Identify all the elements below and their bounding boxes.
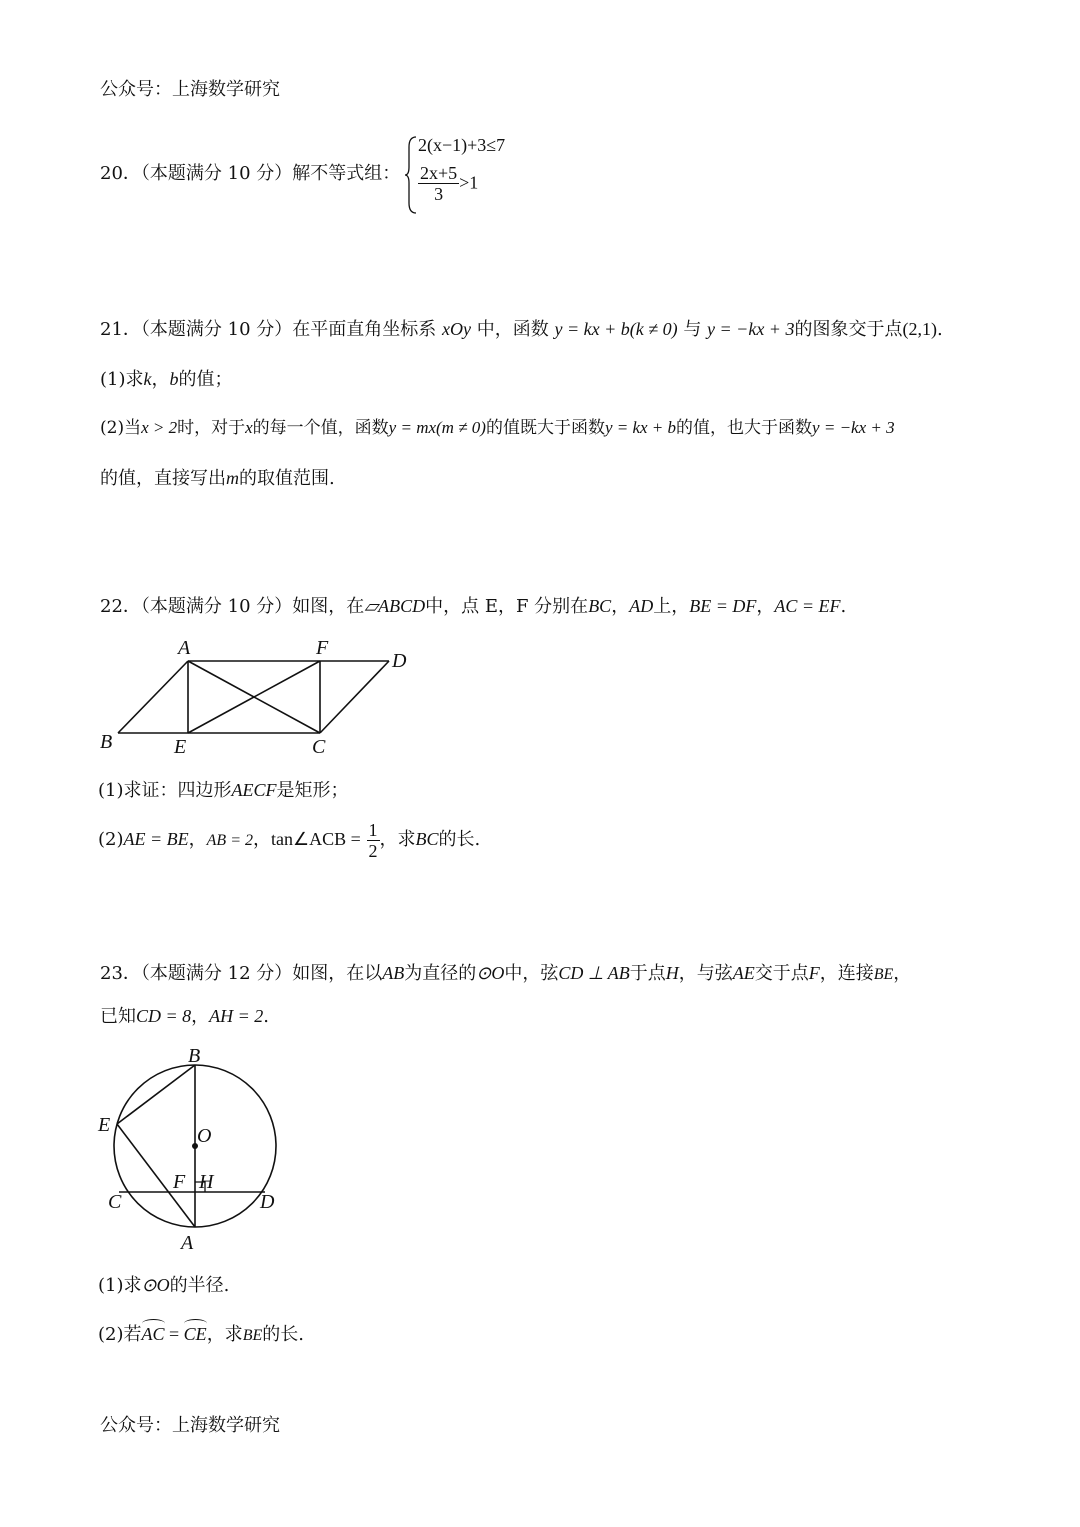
q22-p2-denominator: 2 xyxy=(368,840,378,861)
q22-part1 xyxy=(98,778,349,803)
q23-p1-circle: ⊙O xyxy=(141,1275,170,1295)
q22-p1-a: (1)求证：四边形 xyxy=(98,780,232,801)
q20-ineq2-numerator: 2x+5 xyxy=(420,163,458,183)
q22-p2-c: ， xyxy=(252,829,271,850)
q22-p2-numerator: 1 xyxy=(368,819,378,840)
q23-segment-BE xyxy=(117,1065,195,1124)
q21-stem-c: 与 xyxy=(683,319,702,340)
q22-part2 xyxy=(98,817,480,863)
q22-label-B: B xyxy=(100,731,113,753)
q23-stem-f: 交于点 xyxy=(754,963,809,984)
q23-stem-ab: AB xyxy=(382,963,405,983)
q22-stem-b: 中，点 E，F 分别在 xyxy=(425,596,589,617)
q21-part1 xyxy=(100,367,233,392)
q23-p1-a: (1)求 xyxy=(98,1275,142,1296)
q22-stem-bc: BC xyxy=(588,596,612,616)
q21-p2-e: 的值，也大于函数 xyxy=(676,418,813,438)
q23-p2-b: ，求 xyxy=(206,1324,243,1345)
q23-label-D: D xyxy=(260,1191,275,1213)
q20-ineq2-rhs: >1 xyxy=(459,172,479,193)
q21-p2-d: 的值既大于函数 xyxy=(485,418,605,438)
q23-p2-eq: = xyxy=(164,1324,184,1344)
q21-p1-b: ， xyxy=(151,369,170,390)
q22-p2-bc: BC xyxy=(415,829,439,849)
q23-stem-circle: ⊙O xyxy=(476,963,505,983)
q23-part1 xyxy=(98,1273,229,1298)
q22-p2-tan: tan∠ACB = xyxy=(270,829,361,849)
q22-stem-d: 上， xyxy=(653,596,690,617)
q23-line2-a: 已知 xyxy=(100,1006,136,1027)
q20-ineq2-fraction xyxy=(418,163,459,204)
q23-label-C: C xyxy=(108,1191,122,1213)
q22-p2-fraction xyxy=(367,820,380,861)
q22-stem-eq1: BE = DF xyxy=(689,596,757,616)
q22-p2-eq1: AE = BE xyxy=(123,829,189,849)
q21-p1-bvar: b xyxy=(169,369,179,389)
q22-label-E: E xyxy=(174,736,187,758)
brace-icon xyxy=(404,135,418,215)
q23-p2-be: BE xyxy=(242,1327,263,1344)
q23-p2-arc-AC: AC xyxy=(141,1324,165,1344)
q22-p2-b: ， xyxy=(188,829,207,850)
q21-p2-c: 的每一个值，函数 xyxy=(252,418,389,438)
q23-circle-figure xyxy=(90,1040,300,1260)
q22-stem-c: ， xyxy=(611,596,630,617)
q23-stem-h: H xyxy=(665,963,679,983)
q23-label-A: A xyxy=(181,1232,194,1254)
q22-stem-e: ， xyxy=(756,596,775,617)
q21-stem xyxy=(100,317,943,342)
q21-stem-var: xOy xyxy=(442,319,471,339)
q22-label-C: C xyxy=(312,736,326,758)
q21-stem-d: 的图象交于点 xyxy=(794,319,903,340)
page-header: 公众号：上海数学研究 xyxy=(100,79,280,100)
q21-p2-b: 时，对于 xyxy=(177,418,246,438)
q23-stem xyxy=(100,961,911,987)
q23-label-O: O xyxy=(197,1125,212,1147)
q23-label-E: E xyxy=(98,1114,111,1136)
q22-stem xyxy=(100,594,846,619)
q21-part2 xyxy=(100,416,895,440)
q22-p2-eq2: AB = 2 xyxy=(206,832,253,849)
q22-stem-a: 22．（本题满分 10 分）如图，在 xyxy=(100,596,365,617)
q23-p1-b: 的半径. xyxy=(169,1275,230,1296)
q23-stem-ae: AE xyxy=(732,963,755,983)
q22-segment-CD xyxy=(320,661,389,733)
q21-p2-f: y = mx(m ≠ 0) xyxy=(388,418,486,437)
q20-ineq2-denominator: 3 xyxy=(434,184,444,204)
q21-p2-f2: y = −kx + 3 xyxy=(812,418,895,437)
q21-p2-line2-a: 的值，直接写出 xyxy=(100,468,226,489)
q23-label-H: H xyxy=(199,1171,214,1193)
q21-stem-a: 21．（本题满分 10 分）在平面直角坐标系 xyxy=(100,319,437,340)
q22-label-F: F xyxy=(316,637,329,659)
q22-label-A: A xyxy=(178,637,191,659)
q21-p2-cond: x > 2 xyxy=(141,418,178,437)
q23-stem-be: BE xyxy=(873,966,894,983)
q23-stem-e: ，与弦 xyxy=(678,963,733,984)
q21-stem-f1: y = kx + b(k ≠ 0) xyxy=(554,319,678,339)
q22-stem-f: . xyxy=(840,596,847,617)
q21-p1-c: 的值； xyxy=(178,369,233,390)
page-footer: 公众号：上海数学研究 xyxy=(100,1415,280,1436)
q21-p1-a: (1)求 xyxy=(100,369,144,390)
q23-line2-c: . xyxy=(263,1006,270,1027)
q22-p2-e: 的长. xyxy=(438,829,481,850)
q22-stem-para: ▱ABCD xyxy=(364,596,426,616)
q21-part2-line2 xyxy=(100,466,335,491)
q23-stem-g: ，连接 xyxy=(819,963,874,984)
q20-ineq2 xyxy=(418,163,478,204)
q21-p2-a: (2)当 xyxy=(100,418,142,438)
q23-label-F: F xyxy=(173,1171,186,1193)
q23-p2-a: (2)若 xyxy=(98,1324,142,1345)
q23-line2-b: ， xyxy=(191,1006,210,1027)
q23-line2-cd: CD = 8 xyxy=(136,1006,192,1026)
q22-parallelogram-figure xyxy=(90,630,430,760)
q23-line2 xyxy=(100,1004,269,1029)
q23-stem-h2: ， xyxy=(893,963,912,984)
q20-ineq1: 2(x−1)+3≤7 xyxy=(418,135,506,155)
q23-stem-d: 于点 xyxy=(629,963,666,984)
q22-stem-eq2: AC = EF xyxy=(774,596,841,616)
q23-p2-arc-CE: CE xyxy=(183,1324,207,1344)
q21-stem-b: 中，函数 xyxy=(476,319,549,340)
q21-stem-point: (2,1) xyxy=(902,319,937,339)
q23-stem-c: 中，弦 xyxy=(504,963,559,984)
q22-segment-AB xyxy=(118,661,188,733)
q21-p2-x: x xyxy=(245,418,253,437)
q21-stem-f2: y = −kx + 3 xyxy=(707,319,795,339)
q22-p1-shape: AECF xyxy=(231,780,277,800)
q23-p2-c: 的长. xyxy=(262,1324,304,1345)
q22-stem-ad: AD xyxy=(629,596,654,616)
q23-stem-b: 为直径的 xyxy=(404,963,477,984)
q21-p1-k: k xyxy=(143,369,152,389)
q23-label-B: B xyxy=(188,1045,201,1067)
q23-stem-fpt: F xyxy=(808,963,820,983)
q23-stem-perp: CD ⊥ AB xyxy=(558,963,630,983)
q21-stem-end: . xyxy=(936,319,943,340)
q23-line2-ah: AH = 2 xyxy=(209,1006,264,1026)
q21-p2-line2-b: 的取值范围. xyxy=(239,468,335,489)
q22-p2-d: ，求 xyxy=(379,829,416,850)
q20-prefix: 20．（本题满分 10 分）解不等式组： xyxy=(100,163,401,184)
q22-label-D: D xyxy=(392,650,407,672)
q22-p2-a: (2) xyxy=(98,829,124,850)
q21-p2-f1: y = kx + b xyxy=(604,418,677,437)
q23-stem-a: 23．（本题满分 12 分）如图，在以 xyxy=(100,963,383,984)
q21-p2-m: m xyxy=(226,468,239,488)
q22-p1-b: 是矩形； xyxy=(276,780,349,801)
q23-part2 xyxy=(98,1322,304,1348)
q20-system xyxy=(404,135,544,215)
